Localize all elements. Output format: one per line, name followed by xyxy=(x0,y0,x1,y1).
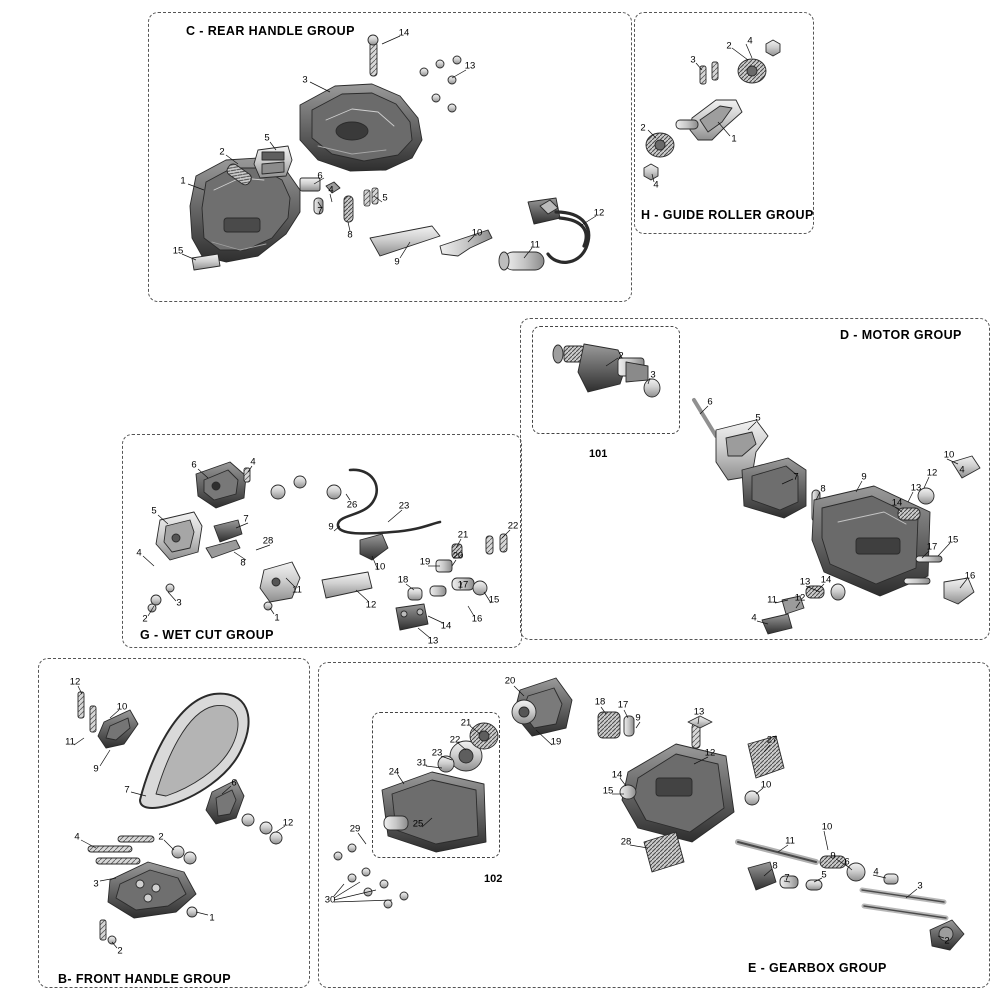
callout-number: 23 xyxy=(398,500,410,512)
callout-number: 2 xyxy=(117,945,123,957)
callout-number: 4 xyxy=(136,547,142,559)
callout-number: 12 xyxy=(365,599,377,611)
callout-number: 29 xyxy=(349,823,361,835)
callout-number: 3 xyxy=(176,597,182,609)
callout-number: 4 xyxy=(747,35,753,47)
callout-number: 13 xyxy=(427,635,439,647)
callout-number: 18 xyxy=(397,574,409,586)
callout-number: 19 xyxy=(550,736,562,748)
callout-number: 10 xyxy=(471,227,483,239)
callout-number: 15 xyxy=(488,594,500,606)
callout-number: 1 xyxy=(731,133,737,145)
callout-number: 3 xyxy=(93,878,99,890)
callout-number: 2 xyxy=(726,40,732,52)
callout-number: 31 xyxy=(416,757,428,769)
group-title-g: G - WET CUT GROUP xyxy=(140,628,274,642)
callout-number: 9 xyxy=(93,763,99,775)
sub-assembly-label-101: 101 xyxy=(589,448,608,460)
callout-number: 14 xyxy=(611,769,623,781)
group-title-c: C - REAR HANDLE GROUP xyxy=(186,24,355,38)
callout-number: 9 xyxy=(830,850,836,862)
callout-number: 19 xyxy=(419,556,431,568)
callout-number: 11 xyxy=(292,584,302,596)
callout-number: 27 xyxy=(766,734,778,746)
callout-number: 9 xyxy=(328,521,334,533)
callout-number: 13 xyxy=(464,60,476,72)
callout-number: 20 xyxy=(504,675,516,687)
callout-number: 10 xyxy=(116,701,128,713)
callout-number: 4 xyxy=(959,464,965,476)
callout-number: 2 xyxy=(618,350,624,362)
callout-number: 8 xyxy=(772,860,778,872)
callout-number: 17 xyxy=(926,541,938,553)
callout-number: 7 xyxy=(784,872,790,884)
callout-number: 16 xyxy=(471,613,483,625)
callout-number: 17 xyxy=(457,579,469,591)
callout-number: 4 xyxy=(653,179,659,191)
callout-number: 24 xyxy=(388,766,400,778)
callout-number: 6 xyxy=(191,459,197,471)
callout-number: 5 xyxy=(151,505,157,517)
callout-number: 7 xyxy=(124,784,130,796)
callout-number: 12 xyxy=(704,747,716,759)
callout-number: 12 xyxy=(69,676,81,688)
callout-number: 4 xyxy=(250,456,256,468)
callout-number: 21 xyxy=(460,717,472,729)
callout-number: 6 xyxy=(231,777,237,789)
callout-number: 13 xyxy=(910,482,922,494)
callout-number: 10 xyxy=(943,449,955,461)
sub-assembly-label-102: 102 xyxy=(484,873,503,885)
callout-number: 7 xyxy=(243,513,249,525)
callout-number: 15 xyxy=(172,245,184,257)
callout-number: 2 xyxy=(944,935,950,947)
callout-number: 20 xyxy=(452,550,464,562)
callout-number: 8 xyxy=(820,483,826,495)
callout-number: 21 xyxy=(457,529,469,541)
callout-number: 12 xyxy=(593,207,605,219)
callout-number: 6 xyxy=(707,396,713,408)
callout-number: 12 xyxy=(794,592,806,604)
callout-number: 2 xyxy=(640,122,646,134)
callout-number: 3 xyxy=(917,880,923,892)
callout-number: 7 xyxy=(793,471,799,483)
callout-number: 6 xyxy=(844,856,850,868)
callout-number: 12 xyxy=(926,467,938,479)
callout-number: 7 xyxy=(317,205,323,217)
callout-number: 2 xyxy=(158,831,164,843)
callout-number: 6 xyxy=(317,170,323,182)
callout-number: 3 xyxy=(302,74,308,86)
callout-number: 10 xyxy=(374,561,386,573)
callout-number: 3 xyxy=(650,369,656,381)
callout-number: 26 xyxy=(346,499,358,511)
callout-number: 18 xyxy=(594,696,606,708)
callout-number: 13 xyxy=(693,706,705,718)
callout-number: 22 xyxy=(449,734,461,746)
callout-number: 28 xyxy=(262,535,274,547)
callout-number: 23 xyxy=(431,747,443,759)
callout-number: 4 xyxy=(74,831,80,843)
callout-number: 13 xyxy=(799,576,811,588)
group-title-e: E - GEARBOX GROUP xyxy=(748,961,887,975)
group-title-d: D - MOTOR GROUP xyxy=(840,328,962,342)
callout-number: 15 xyxy=(602,785,614,797)
callout-number: 30 xyxy=(324,894,336,906)
group-title-b: B- FRONT HANDLE GROUP xyxy=(58,972,231,986)
callout-number: 2 xyxy=(219,146,225,158)
callout-number: 8 xyxy=(240,557,246,569)
callout-number: 1 xyxy=(274,612,280,624)
callout-number: 11 xyxy=(530,239,540,251)
callout-number: 14 xyxy=(440,620,452,632)
callout-number: 1 xyxy=(209,912,215,924)
callout-number: 14 xyxy=(820,574,832,586)
callout-number: 4 xyxy=(873,866,879,878)
callout-number: 12 xyxy=(282,817,294,829)
callout-number: 9 xyxy=(861,471,867,483)
callout-number: 4 xyxy=(328,184,334,196)
callout-number: 2 xyxy=(142,613,148,625)
callout-number: 22 xyxy=(507,520,519,532)
callout-number: 10 xyxy=(760,779,772,791)
callout-number: 5 xyxy=(264,132,270,144)
callout-number: 5 xyxy=(821,869,827,881)
callout-number: 16 xyxy=(964,570,976,582)
callout-number: 11 xyxy=(785,835,795,847)
callout-number: 3 xyxy=(690,54,696,66)
callout-number: 8 xyxy=(347,229,353,241)
group-title-h: H - GUIDE ROLLER GROUP xyxy=(641,208,814,222)
callout-number: 5 xyxy=(382,192,388,204)
callout-number: 28 xyxy=(620,836,632,848)
callout-number: 17 xyxy=(617,699,629,711)
callout-number: 25 xyxy=(412,818,424,830)
callout-number: 14 xyxy=(398,27,410,39)
callout-number: 15 xyxy=(947,534,959,546)
callout-number: 11 xyxy=(767,594,777,606)
callout-number: 10 xyxy=(821,821,833,833)
callout-number: 14 xyxy=(891,497,903,509)
callout-number: 11 xyxy=(65,736,75,748)
callout-number: 5 xyxy=(755,412,761,424)
callout-number: 9 xyxy=(394,256,400,268)
callout-number: 4 xyxy=(751,612,757,624)
callout-number: 9 xyxy=(635,712,641,724)
callout-number: 1 xyxy=(180,175,186,187)
